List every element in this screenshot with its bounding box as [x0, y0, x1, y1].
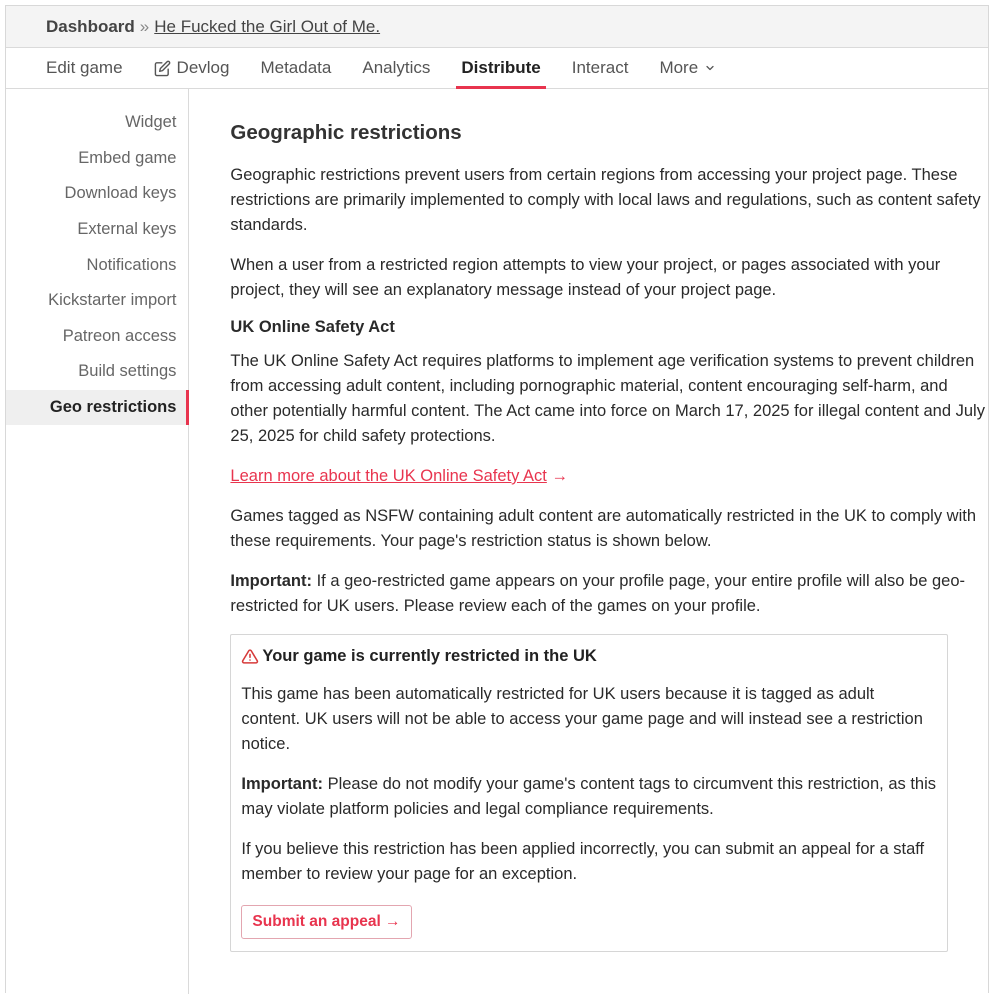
submit-appeal-button[interactable]: Submit an appeal → — [241, 905, 411, 939]
notice-heading-row — [241, 647, 937, 666]
notice-important-label: Important: — [241, 775, 323, 793]
important-text: If a geo-restricted game appears on your profile page, your entire profile will also be geo-restricted for UK users. Please review each of the games on your profile. — [230, 572, 966, 615]
nsfw-paragraph: Games tagged as NSFW containing adult content are automatically restricted in the UK to comply with these requirements. Your page's restriction status is shown below. — [230, 507, 977, 550]
sidebar-item-geo-restrictions[interactable]: Geo restrictions — [6, 390, 188, 426]
breadcrumb-dashboard-link[interactable]: Dashboard — [46, 16, 135, 36]
tab-devlog[interactable] — [154, 48, 230, 88]
important-paragraph — [230, 569, 988, 619]
tab-edit-game[interactable] — [46, 48, 123, 88]
tab-label: Distribute — [461, 58, 541, 77]
page-frame — [5, 5, 989, 993]
learn-more-row — [230, 464, 988, 489]
tab-distribute[interactable] — [461, 48, 540, 88]
tab-label: More — [659, 58, 699, 77]
edit-icon — [154, 60, 171, 77]
notice-important-paragraph — [241, 772, 937, 822]
notice-heading: Your game is currently restricted in the UK — [262, 647, 597, 665]
tab-label: Edit game — [46, 58, 123, 77]
sidebar-item-notifications[interactable]: Notifications — [86, 255, 177, 274]
important-label: Important: — [230, 572, 312, 590]
warning-icon — [241, 648, 259, 665]
breadcrumb-separator: » — [139, 16, 150, 36]
main-content — [189, 89, 988, 994]
sidebar-item-embed-game[interactable]: Embed game — [78, 148, 177, 167]
tab-analytics[interactable] — [362, 48, 430, 88]
tab-metadata[interactable] — [260, 48, 331, 88]
sidebar-item-patreon-access[interactable]: Patreon access — [62, 326, 177, 345]
learn-more-link[interactable]: Learn more about the UK Online Safety Act — [230, 467, 547, 485]
breadcrumb-game-link[interactable]: He Fucked the Girl Out of Me. — [154, 16, 381, 36]
restriction-notice — [230, 634, 948, 952]
notice-paragraph-1: This game has been automatically restricted for UK users because it is tagged as adult content. UK users will not be able to access your game page and will instead see a restriction notice. — [241, 685, 923, 753]
tab-label: Devlog — [176, 58, 230, 77]
tab-label: Analytics — [362, 58, 431, 77]
sidebar — [6, 89, 189, 994]
tab-interact[interactable] — [572, 48, 629, 88]
chevron-down-icon — [704, 62, 716, 74]
intro-paragraph-2: When a user from a restricted region attempts to view your project, or pages associated with your project, they will see an explanatory message instead of your project page. — [230, 256, 941, 299]
intro-paragraph-1: Geographic restrictions prevent users from certain regions from accessing your project page. These restrictions are primarily implemented to comply with local laws and regulations, such as content safety standards. — [230, 166, 981, 234]
uk-act-paragraph: The UK Online Safety Act requires platforms to implement age verification systems to prevent children from accessing adult content, including pornographic material, content encouraging self-harm, and other potentially harmful content. The Act came into force on March 17, 2025 for illegal content and July 25, 2025 for child safety protections. — [230, 352, 985, 445]
arrow-right-icon: → — [551, 467, 568, 485]
tab-label: Interact — [571, 58, 629, 77]
notice-important-text: Please do not modify your game's content tags to circumvent this restriction, as this may violate platform policies and legal compliance requirements. — [241, 775, 937, 818]
tab-label: Metadata — [260, 58, 332, 77]
tab-bar — [6, 48, 988, 89]
sidebar-item-download-keys[interactable]: Download keys — [64, 184, 177, 203]
content-area — [6, 89, 988, 994]
page-title: Geographic restrictions — [230, 121, 462, 144]
uk-act-heading: UK Online Safety Act — [230, 318, 395, 336]
sidebar-item-kickstarter-import[interactable]: Kickstarter import — [48, 291, 177, 310]
sidebar-item-build-settings[interactable]: Build settings — [78, 362, 177, 381]
tab-more[interactable] — [659, 48, 722, 88]
breadcrumb — [6, 6, 988, 48]
sidebar-item-external-keys[interactable]: External keys — [77, 220, 177, 239]
notice-paragraph-3: If you believe this restriction has been applied incorrectly, you can submit an appeal for a staff member to review your page for an exception. — [241, 840, 925, 883]
sidebar-item-widget[interactable]: Widget — [125, 113, 177, 132]
